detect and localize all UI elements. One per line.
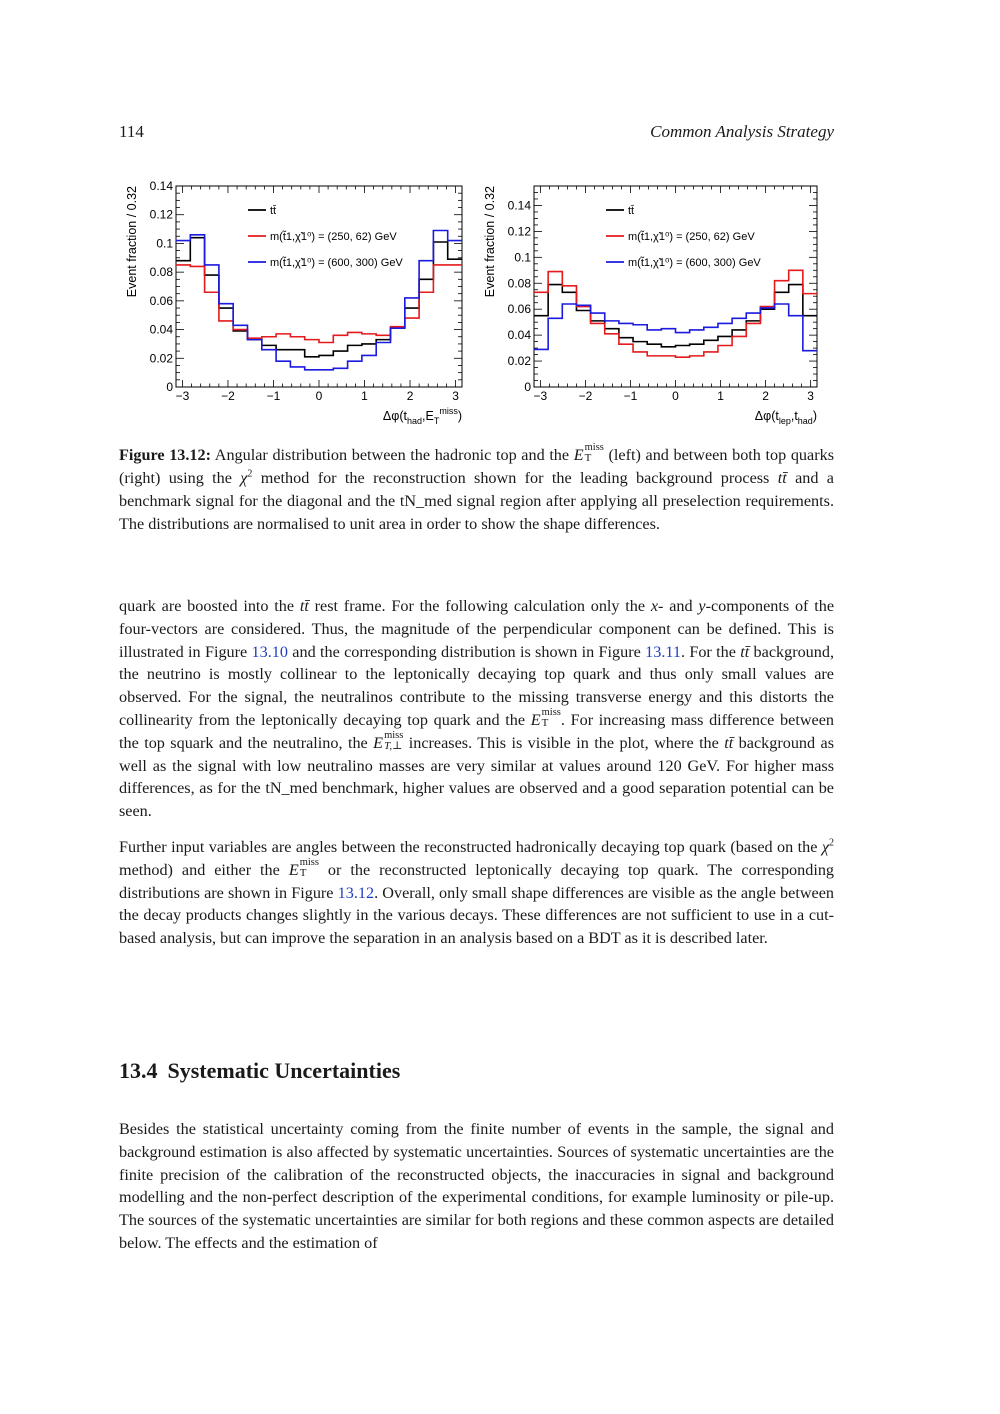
x-axis-label: $\Delta\varphi(t_{had},E_T^{miss})$	[382, 406, 462, 426]
caption-text: (left) and between both top quarks (right) using the	[119, 446, 834, 487]
x-tick-label: −3	[175, 389, 190, 403]
x-axis-label: $\Delta\varphi(t_{lep},t_{had})$	[754, 409, 817, 426]
body-paragraph-3: Besides the statistical uncertainty coming from the finite number of events in the sample, the signal and background estimation is also affected by systematic uncertainties. Sources of systematic uncertainties are the finite precision of the calibration of the reconstructed objects, the inaccuracies in signal and background modelling and the non-perfect description of the experimental conditions, for example luminosity or pile-up. The sources of the systematic uncertainties are similar for both regions and these common aspects are detailed below. The effects and the estimation of	[119, 1120, 834, 1252]
y-tick-label: 0.08	[507, 276, 531, 291]
histogram-series	[534, 270, 817, 357]
caption-text: Angular distribution between the hadronic top and the	[214, 446, 574, 464]
y-tick-label: 0	[166, 380, 173, 394]
figure-caption	[119, 444, 834, 536]
x-tick-label: 1	[361, 389, 368, 403]
left-histogram-plot	[120, 178, 475, 433]
body-paragraph-2: Further input variables are angles between the reconstructed hadronically decaying top quark (based on the $\chi^2$ method) and either the E miss T or the reconstructed leptonically decaying top quark. The corresponding distributions are shown in Figure 13.12. Overall, only small shape differences are visible as the angle between the decay products changes slightly in the various decays. These differences are not sufficient to use in a cut-based analysis, but can improve the separation in an analysis based on a BDT as it is described later.	[119, 837, 835, 948]
x-tick-label: −2	[221, 389, 235, 403]
x-tick-label: 2	[762, 389, 769, 403]
etmiss-symbol: E miss T	[288, 857, 319, 880]
x-tick-label: −1	[266, 389, 281, 403]
y-axis-label: Event fraction / 0.32	[483, 186, 497, 298]
y-tick-label: 0.1	[514, 250, 531, 265]
y-tick-label: 0.02	[507, 354, 531, 369]
right-histogram-plot	[478, 178, 838, 433]
y-tick-label: 0.12	[149, 207, 173, 222]
section-title: Systematic Uncertainties	[167, 1058, 401, 1083]
page-number: 114	[119, 122, 144, 141]
legend-entry: tt̄	[270, 205, 277, 217]
x-tick-label: 2	[406, 389, 414, 403]
y-axis-label: Event fraction / 0.32	[125, 186, 139, 298]
y-tick-label: 0.06	[507, 302, 531, 317]
x-tick-label: 3	[452, 389, 459, 403]
x-tick-label: −2	[578, 389, 593, 403]
y-tick-label: 0.12	[507, 224, 531, 239]
etmiss-symbol: E miss T	[530, 707, 561, 730]
running-title: Common Analysis Strategy	[650, 122, 834, 141]
y-tick-label: 0.04	[149, 322, 173, 337]
y-tick-label: 0.14	[507, 198, 531, 213]
body-paragraph-1: quark are boosted into the tt̄ rest frame. For the following calculation only the x- and y-components of the four-vectors are considered. Thus, the magnitude of the perpendicular component can be defined. This is illustrated in Figure 13.10 and the corresponding distribution is shown in Figure 13.11. For the tt̄ background, the neutrino is mostly collinear to the leptonically decaying top quark and thus only small values are observed. For the signal, the neutralinos contribute to the missing transverse energy and this distorts the collinearity from the leptonically decaying top quark and the E miss T . For increasing mass difference between the top squark and the neutralino, the E miss T,⊥ increases. This is visible in the plot, where the tt̄ background as well as the signal with low neutralino masses are very similar at values around 120 GeV. For higher mass differences, as for the tN_med benchmark, higher values are observed and a good separation potential can be seen.	[119, 597, 835, 821]
running-header	[119, 122, 834, 146]
etmiss-perp-symbol: E miss T,⊥	[373, 730, 404, 753]
x-tick-label: −1	[623, 389, 638, 403]
y-tick-label: 0.02	[149, 351, 173, 366]
caption-text: and a benchmark signal for the diagonal and the tN_med signal region after applying all preselection requirements. The distributions are normalised to unit area in order to show the shape differences.	[119, 469, 834, 533]
legend-entry: m(t̃1,χ̃1⁰) = (250, 62) GeV	[628, 231, 755, 243]
x-tick-label: 3	[807, 389, 814, 403]
y-tick-label: 0.1	[156, 236, 173, 251]
y-tick-label: 0.04	[507, 328, 531, 343]
figure-ref-13-11[interactable]: 13.11	[645, 642, 681, 661]
y-tick-label: 0	[524, 380, 531, 394]
figure-label: Figure 13.12:	[119, 446, 212, 464]
chi-exponent: 2	[247, 468, 253, 480]
legend-entry: m(t̃1,χ̃1⁰) = (250, 62) GeV	[270, 231, 397, 243]
x-tick-label: −3	[533, 389, 548, 403]
x-tick-label: 0	[315, 389, 323, 403]
x-tick-label: 0	[672, 389, 679, 403]
figure-13-12	[120, 178, 840, 433]
section-number: 13.4	[119, 1058, 158, 1083]
legend-entry: m(t̃1,χ̃1⁰) = (600, 300) GeV	[628, 257, 761, 269]
ttbar-symbol: tt̄	[777, 469, 787, 487]
legend-entry: m(t̃1,χ̃1⁰) = (600, 300) GeV	[270, 257, 403, 269]
figure-ref-13-10[interactable]: 13.10	[251, 642, 288, 661]
etmiss-symbol: E miss T	[573, 442, 604, 465]
y-tick-label: 0.14	[149, 179, 173, 193]
chi-symbol: χ	[240, 469, 248, 487]
caption-text: method for the reconstruction shown for the leading background process	[252, 469, 778, 487]
legend-entry: tt̄	[628, 205, 635, 217]
y-tick-label: 0.08	[149, 265, 173, 280]
x-tick-label: 1	[717, 389, 724, 403]
figure-ref-13-12[interactable]: 13.12	[337, 883, 375, 902]
y-tick-label: 0.06	[149, 293, 173, 308]
section-heading	[119, 1058, 400, 1084]
